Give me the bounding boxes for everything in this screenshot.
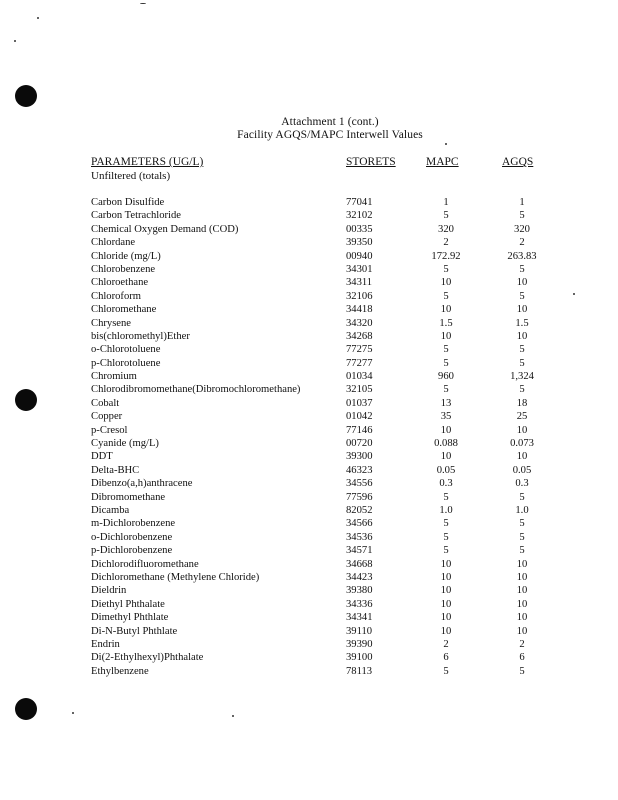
cell-storet: 34341: [346, 612, 373, 624]
header-parameters: PARAMETERS (UG/L): [91, 156, 204, 168]
cell-agqs: 10: [516, 451, 528, 463]
table-row: [91, 504, 571, 517]
table-row: [91, 209, 571, 222]
cell-mapc: 10: [440, 558, 452, 570]
cell-parameter: o-Chlorotoluene: [91, 344, 161, 356]
cell-mapc: 5: [443, 263, 449, 275]
table-row: [91, 665, 571, 678]
cell-parameter: Chemical Oxygen Demand (COD): [91, 223, 239, 235]
cell-storet: 39380: [346, 585, 373, 597]
cell-agqs: 5: [519, 665, 525, 677]
cell-mapc: 10: [440, 424, 452, 436]
cell-mapc: 172.92: [431, 250, 461, 262]
cell-agqs: 0.05: [512, 464, 532, 476]
cell-parameter: Dibromomethane: [91, 491, 166, 503]
cell-agqs: 5: [519, 518, 525, 530]
cell-parameter: Chloride (mg/L): [91, 250, 161, 262]
scan-speck: [445, 143, 447, 145]
punch-hole-top: [15, 85, 37, 107]
cell-agqs: 18: [516, 397, 528, 409]
cell-parameter: Chloroethane: [91, 277, 149, 289]
cell-agqs: 263.83: [507, 250, 537, 262]
cell-agqs: 1,324: [510, 371, 534, 383]
cell-agqs: 5: [519, 290, 525, 302]
cell-mapc: 10: [440, 330, 452, 342]
table-row: [91, 450, 571, 463]
cell-agqs: 6: [519, 652, 525, 664]
table-row: [91, 196, 571, 209]
cell-mapc: 5: [443, 290, 449, 302]
cell-parameter: Chlorodibromomethane(Dibromochloromethane): [91, 384, 301, 396]
cell-storet: 01042: [346, 411, 373, 423]
cell-parameter: DDT: [91, 451, 113, 463]
cell-storet: 00940: [346, 250, 373, 262]
table-row: [91, 250, 571, 263]
table-row: [91, 531, 571, 544]
cell-storet: 01037: [346, 397, 373, 409]
cell-storet: 39110: [346, 625, 373, 637]
table-row: [91, 263, 571, 276]
cell-agqs: 10: [516, 304, 528, 316]
cell-storet: 34566: [346, 518, 373, 530]
cell-storet: 34311: [346, 277, 373, 289]
cell-parameter: Dimethyl Phthlate: [91, 612, 169, 624]
cell-mapc: 1.0: [439, 504, 453, 516]
cell-storet: 77146: [346, 424, 373, 436]
cell-storet: 39350: [346, 237, 373, 249]
table-row: [91, 290, 571, 303]
cell-agqs: 5: [519, 344, 525, 356]
table-row: [91, 584, 571, 597]
table-row: [91, 343, 571, 356]
cell-parameter: o-Dichlorobenzene: [91, 531, 173, 543]
cell-mapc: 0.088: [434, 438, 458, 450]
cell-mapc: 10: [440, 451, 452, 463]
cell-storet: 46323: [346, 464, 373, 476]
scan-speck: [14, 40, 16, 42]
cell-agqs: 10: [516, 612, 528, 624]
cell-storet: 77277: [346, 357, 373, 369]
table-row: [91, 544, 571, 557]
cell-agqs: 10: [516, 277, 528, 289]
table-row: [91, 651, 571, 664]
table-row: [91, 638, 571, 651]
table-row: [91, 611, 571, 624]
cell-mapc: 5: [443, 344, 449, 356]
cell-storet: 01034: [346, 371, 373, 383]
cell-parameter: Carbon Tetrachloride: [91, 210, 181, 222]
cell-agqs: 25: [516, 411, 528, 423]
cell-parameter: p-Dichlorobenzene: [91, 545, 173, 557]
cell-parameter: Dichlorodifluoromethane: [91, 558, 199, 570]
scan-speck: [232, 715, 234, 717]
cell-storet: 34336: [346, 598, 373, 610]
cell-storet: 34301: [346, 263, 373, 275]
cell-mapc: 5: [443, 665, 449, 677]
cell-parameter: Carbon Disulfide: [91, 197, 165, 208]
punch-hole-bottom: [15, 698, 37, 720]
page-title: Attachment 1 (cont.): [281, 116, 379, 128]
table-row: [91, 397, 571, 410]
cell-mapc: 1.5: [439, 317, 453, 329]
cell-mapc: 5: [443, 210, 449, 222]
parameters-table: [91, 196, 571, 678]
table-row: [91, 370, 571, 383]
cell-parameter: Chrysene: [91, 317, 132, 329]
scan-speck: [573, 293, 575, 295]
cell-agqs: 1.0: [515, 504, 529, 516]
cell-mapc: 5: [443, 384, 449, 396]
cell-storet: 32102: [346, 210, 373, 222]
cell-agqs: 0.3: [515, 478, 529, 490]
cell-parameter: Ethylbenzene: [91, 665, 149, 677]
cell-agqs: 10: [516, 598, 528, 610]
table-row: [91, 357, 571, 370]
cell-agqs: 0.073: [510, 438, 534, 450]
cell-parameter: Chloroform: [91, 290, 142, 302]
cell-parameter: Diethyl Phthalate: [91, 598, 165, 610]
cell-parameter: Delta-BHC: [91, 464, 140, 476]
cell-storet: 78113: [346, 665, 373, 677]
cell-mapc: 10: [440, 277, 452, 289]
cell-mapc: 10: [440, 304, 452, 316]
cell-parameter: Di(2-Ethylhexyl)Phthalate: [91, 652, 204, 664]
cell-agqs: 320: [514, 223, 530, 235]
cell-parameter: Chloromethane: [91, 304, 157, 316]
table-row: [91, 383, 571, 396]
cell-agqs: 10: [516, 625, 528, 637]
cell-storet: 32106: [346, 290, 373, 302]
cell-mapc: 5: [443, 545, 449, 557]
cell-mapc: 10: [440, 625, 452, 637]
cell-mapc: 5: [443, 357, 449, 369]
cell-parameter: Cobalt: [91, 397, 120, 409]
cell-agqs: 5: [519, 545, 525, 557]
cell-agqs: 10: [516, 585, 528, 597]
cell-mapc: 0.3: [439, 478, 453, 490]
table-row: [91, 410, 571, 423]
table-row: [91, 223, 571, 236]
table-row: [91, 424, 571, 437]
table-row: [91, 598, 571, 611]
cell-storet: 34536: [346, 531, 373, 543]
table-row: [91, 236, 571, 249]
cell-storet: 34418: [346, 304, 373, 316]
punch-hole-middle: [15, 389, 37, 411]
cell-parameter: Dieldrin: [91, 585, 127, 597]
cell-storet: 77041: [346, 197, 373, 208]
cell-agqs: 5: [519, 491, 525, 503]
cell-parameter: Dichloromethane (Methylene Chloride): [91, 571, 260, 583]
page-subtitle: Facility AGQS/MAPC Interwell Values: [237, 129, 423, 141]
cell-parameter: p-Cresol: [91, 424, 128, 436]
cell-agqs: 10: [516, 424, 528, 436]
scan-speck: [140, 3, 146, 4]
cell-agqs: 5: [519, 263, 525, 275]
cell-mapc: 960: [438, 371, 454, 383]
header-storets: STORETS: [346, 156, 396, 168]
cell-agqs: 5: [519, 210, 525, 222]
cell-agqs: 5: [519, 531, 525, 543]
cell-agqs: 10: [516, 558, 528, 570]
cell-mapc: 2: [443, 237, 449, 249]
cell-mapc: 10: [440, 612, 452, 624]
table-row: [91, 558, 571, 571]
cell-parameter: Chromium: [91, 371, 137, 383]
table-row: [91, 276, 571, 289]
cell-parameter: Endrin: [91, 638, 120, 650]
table-row: [91, 317, 571, 330]
cell-storet: 34268: [346, 330, 373, 342]
cell-storet: 39300: [346, 451, 373, 463]
cell-mapc: 5: [443, 491, 449, 503]
cell-parameter: Dibenzo(a,h)anthracene: [91, 478, 193, 490]
table-row: [91, 464, 571, 477]
cell-mapc: 5: [443, 531, 449, 543]
cell-storet: 34320: [346, 317, 373, 329]
cell-storet: 39390: [346, 638, 373, 650]
table-row: [91, 303, 571, 316]
cell-mapc: 10: [440, 585, 452, 597]
cell-mapc: 10: [440, 571, 452, 583]
cell-storet: 00720: [346, 438, 373, 450]
cell-parameter: Copper: [91, 411, 123, 423]
cell-agqs: 1.5: [515, 317, 529, 329]
cell-storet: 34668: [346, 558, 373, 570]
cell-parameter: bis(chloromethyl)Ether: [91, 330, 190, 342]
cell-mapc: 1: [443, 197, 449, 208]
cell-storet: 34571: [346, 545, 373, 557]
table-row: [91, 571, 571, 584]
cell-parameter: Cyanide (mg/L): [91, 438, 159, 450]
table-row: [91, 491, 571, 504]
cell-mapc: 2: [443, 638, 449, 650]
cell-agqs: 10: [516, 330, 528, 342]
scan-speck: [72, 712, 74, 714]
scan-speck: [37, 17, 39, 19]
cell-storet: 39100: [346, 652, 373, 664]
cell-storet: 77596: [346, 491, 373, 503]
header-mapc: MAPC: [426, 156, 459, 168]
cell-storet: 77275: [346, 344, 373, 356]
cell-agqs: 2: [519, 638, 525, 650]
cell-parameter: Chlorobenzene: [91, 263, 156, 275]
cell-storet: 32105: [346, 384, 373, 396]
cell-mapc: 0.05: [436, 464, 456, 476]
cell-mapc: 35: [440, 411, 452, 423]
table-row: [91, 437, 571, 450]
cell-agqs: 1: [519, 197, 525, 208]
table-row: [91, 477, 571, 490]
cell-parameter: p-Chlorotoluene: [91, 357, 161, 369]
cell-agqs: 2: [519, 237, 525, 249]
cell-parameter: m-Dichlorobenzene: [91, 518, 176, 530]
table-row: [91, 330, 571, 343]
cell-mapc: 13: [440, 397, 452, 409]
cell-agqs: 5: [519, 357, 525, 369]
cell-parameter: Chlordane: [91, 237, 136, 249]
table-row: [91, 517, 571, 530]
table-subheader: Unfiltered (totals): [91, 170, 171, 182]
cell-mapc: 10: [440, 598, 452, 610]
cell-mapc: 6: [443, 652, 449, 664]
cell-parameter: Di-N-Butyl Phthlate: [91, 625, 178, 637]
cell-storet: 00335: [346, 223, 373, 235]
header-agqs: AGQS: [502, 156, 534, 168]
cell-storet: 34423: [346, 571, 373, 583]
cell-agqs: 5: [519, 384, 525, 396]
cell-mapc: 320: [438, 223, 454, 235]
table-row: [91, 625, 571, 638]
cell-agqs: 10: [516, 571, 528, 583]
cell-storet: 34556: [346, 478, 373, 490]
cell-parameter: Dicamba: [91, 504, 130, 516]
cell-mapc: 5: [443, 518, 449, 530]
cell-storet: 82052: [346, 504, 373, 516]
